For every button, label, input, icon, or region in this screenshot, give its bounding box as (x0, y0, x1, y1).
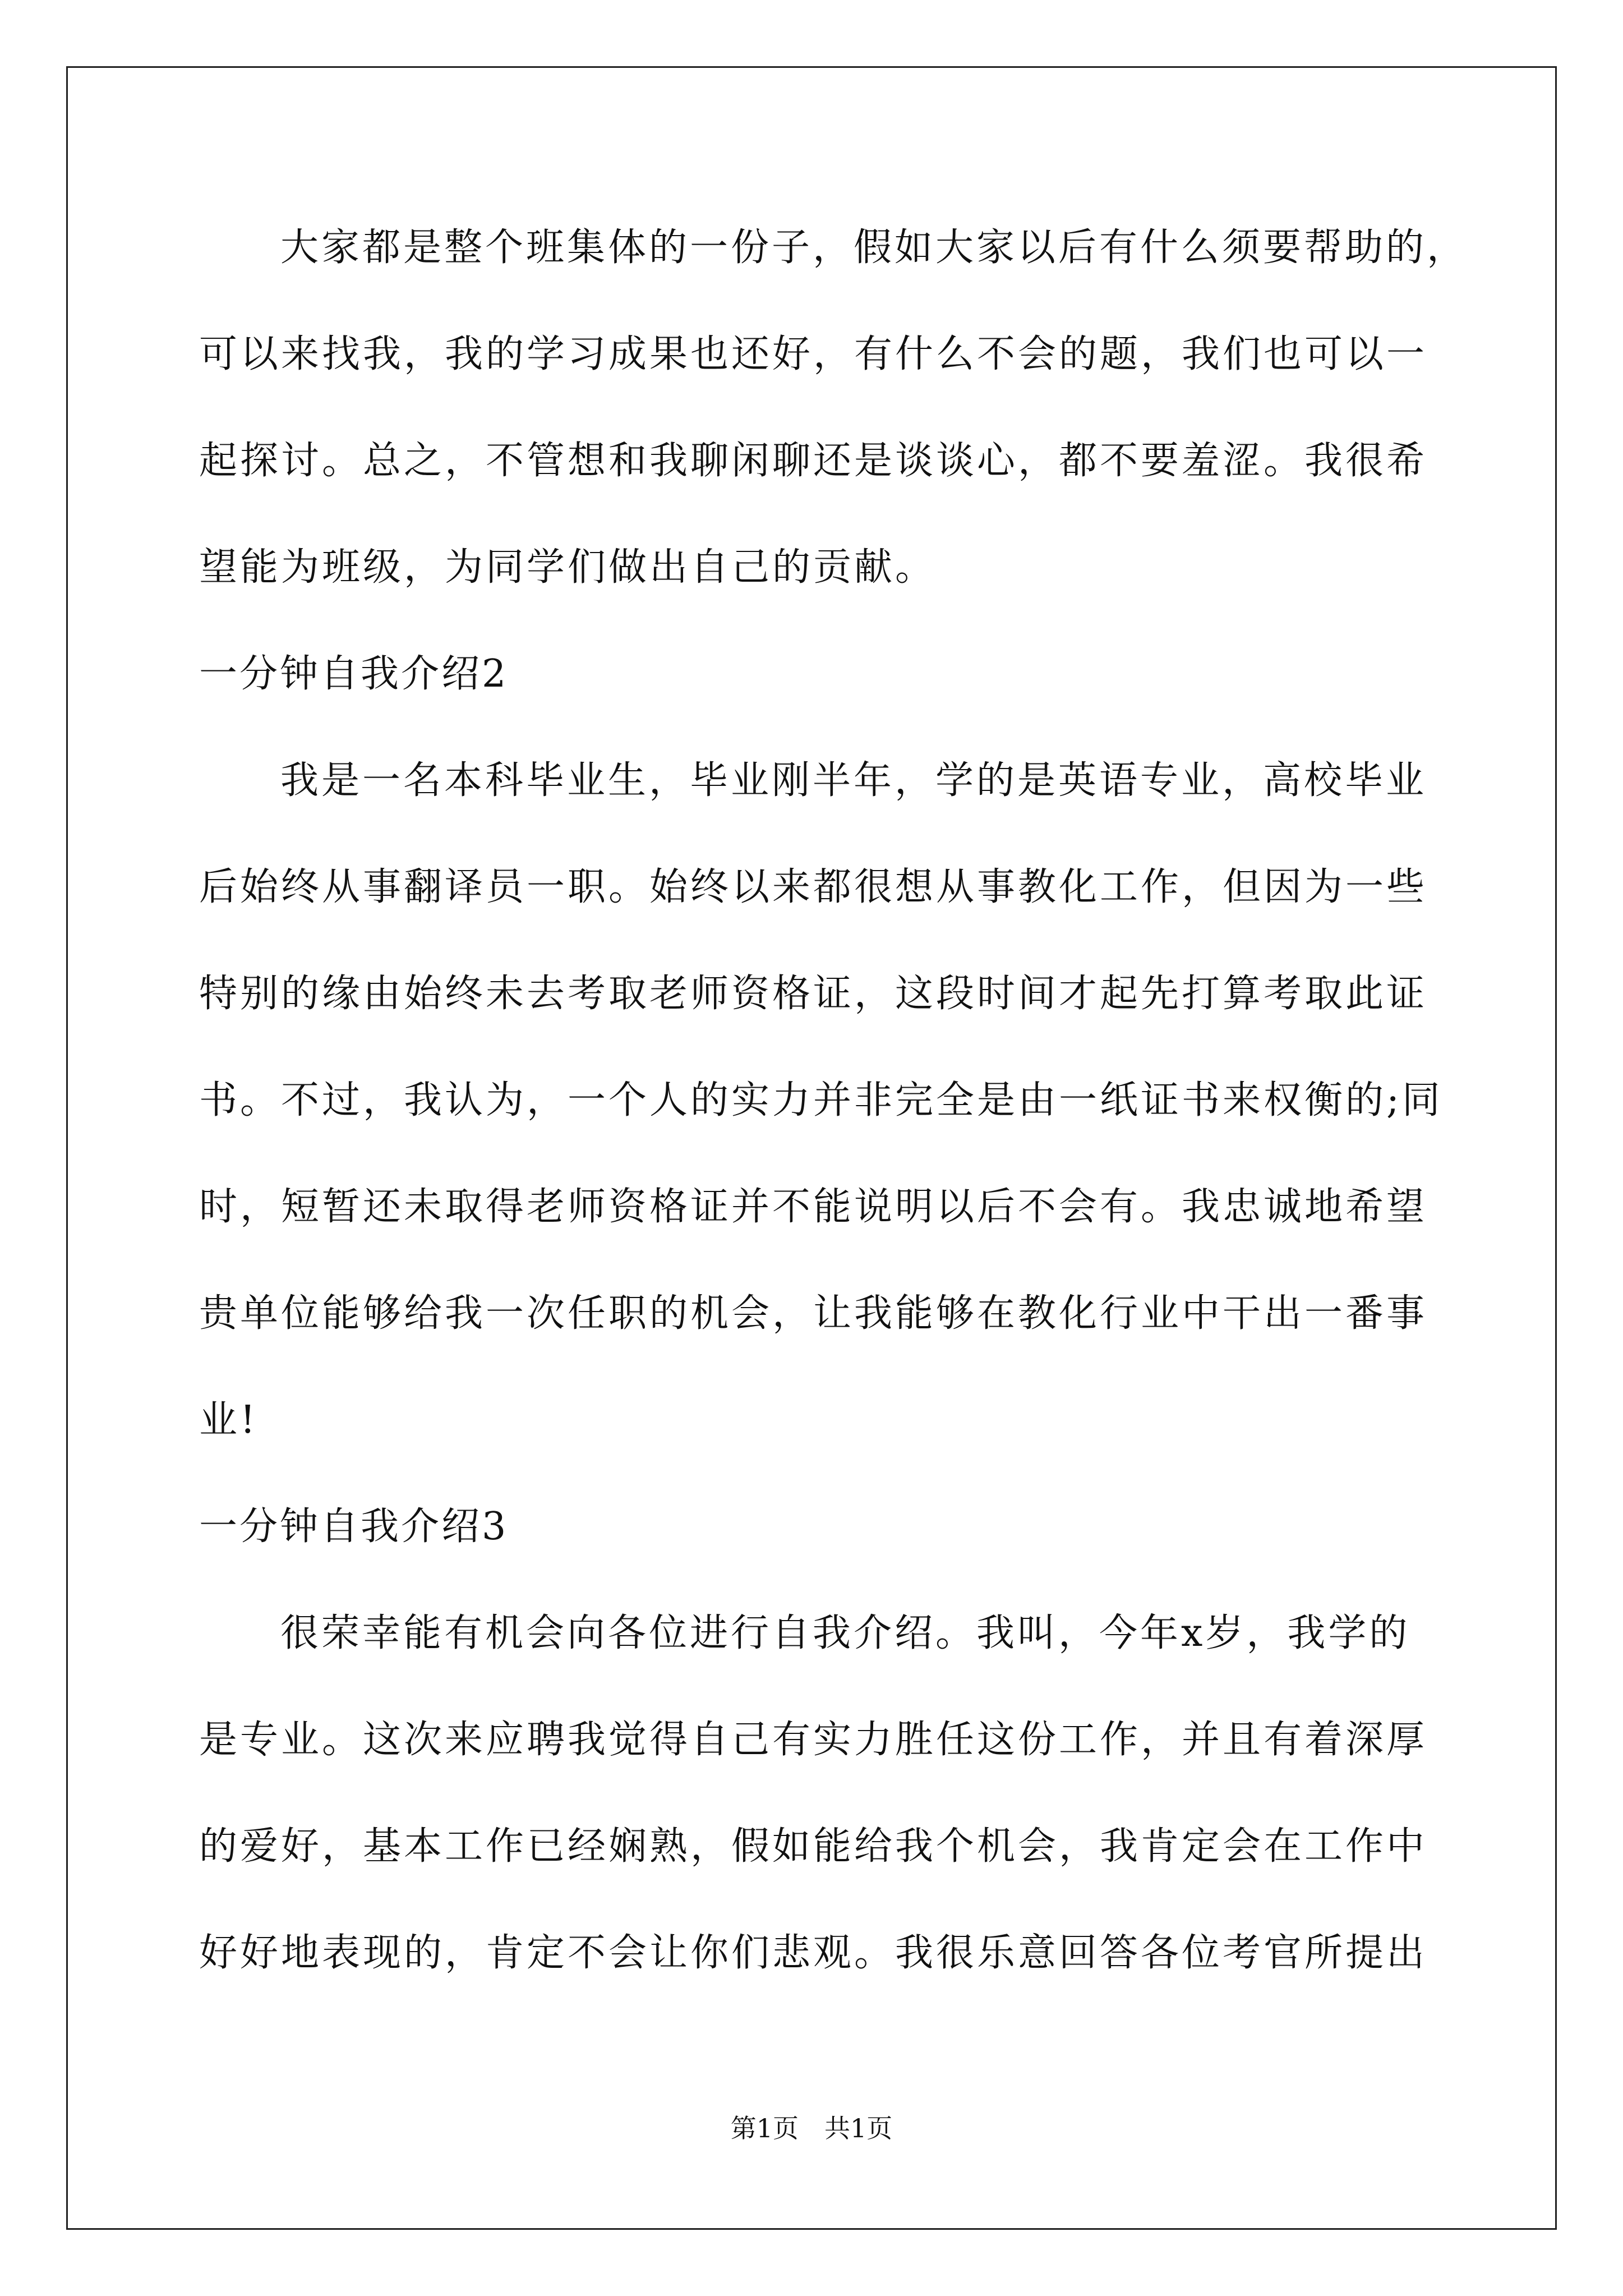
paragraph-line: 特别的缘由始终未去考取老师资格证，这段时间才起先打算考取此证 (199, 972, 1428, 1016)
paragraph-line: 我是一名本科毕业生，毕业刚半年，学的是英语专业，高校毕业 (280, 758, 1427, 803)
paragraph-line: 书。不过，我认为，一个人的实力并非完全是由一纸证书来权衡的;同 (199, 1078, 1443, 1122)
page-footer: 第1页 共1页 (730, 2113, 893, 2143)
paragraph-line: 贵单位能够给我一次任职的机会，让我能够在教化行业中干出一番事 (199, 1291, 1428, 1336)
section-heading: 一分钟自我介绍2 (199, 652, 509, 696)
paragraph-line: 时，短暂还未取得老师资格证并不能说明以后不会有。我忠诚地希望 (199, 1185, 1428, 1229)
paragraph-line: 是专业。这次来应聘我觉得自己有实力胜任这份工作，并且有着深厚 (199, 1718, 1428, 1762)
document-body (199, 214, 1468, 2026)
paragraph-line: 好好地表现的，肯定不会让你们悲观。我很乐意回答各位考官所提出 (199, 1931, 1428, 1975)
paragraph-line: 可以来找我，我的学习成果也还好，有什么不会的题，我们也可以一 (199, 332, 1428, 376)
paragraph-line: 望能为班级，为同学们做出自己的贡献。 (199, 545, 937, 590)
paragraph-line: 业! (199, 1398, 259, 1442)
section-heading: 一分钟自我介绍3 (199, 1504, 509, 1549)
paragraph-line: 大家都是整个班集体的一份子，假如大家以后有什么须要帮助的， (280, 226, 1468, 270)
paragraph-line: 后始终从事翻译员一职。始终以来都很想从事教化工作，但因为一些 (199, 865, 1428, 909)
paragraph-line: 很荣幸能有机会向各位进行自我介绍。我叫，今年x岁，我学的 (280, 1611, 1410, 1655)
paragraph-line: 起探讨。总之，不管想和我聊闲聊还是谈谈心，都不要羞涩。我很希 (199, 439, 1428, 483)
paragraph-line: 的爱好，基本工作已经娴熟，假如能给我个机会，我肯定会在工作中 (199, 1824, 1428, 1869)
